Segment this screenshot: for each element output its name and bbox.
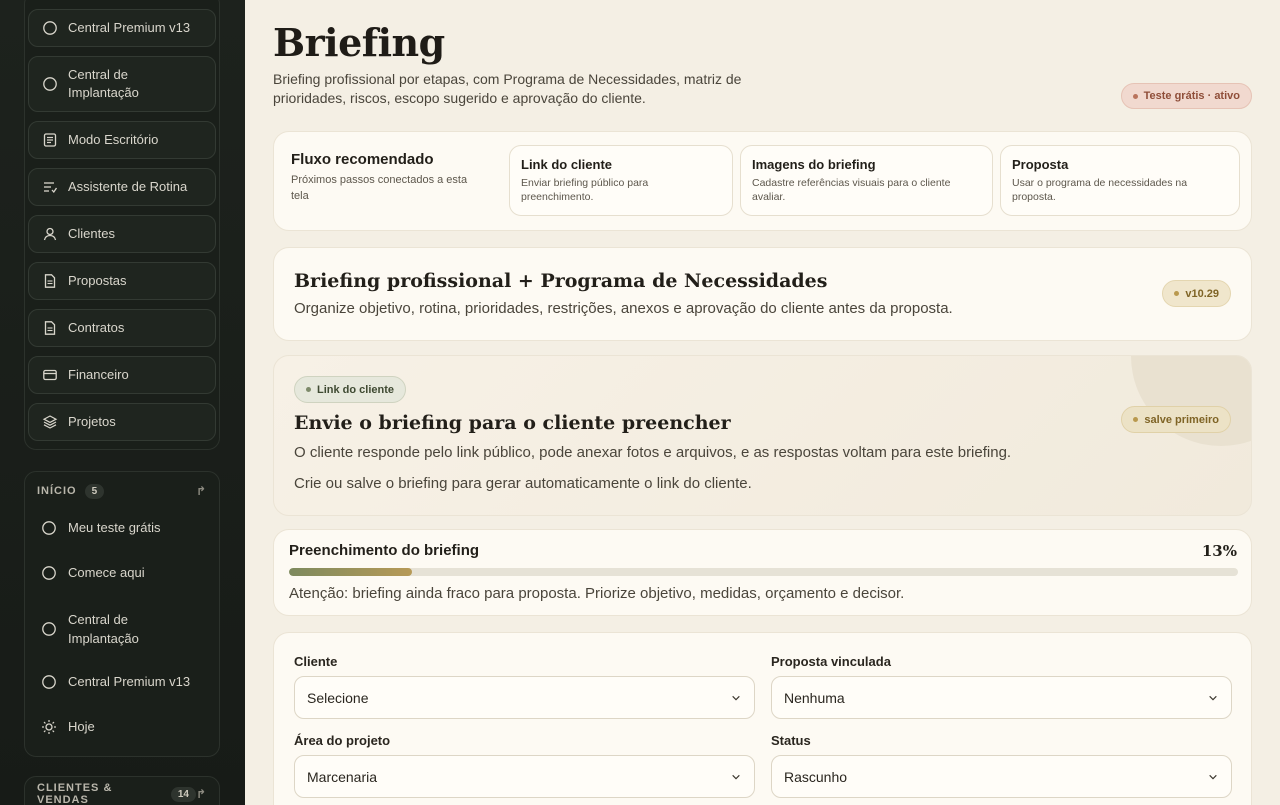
status-dot-icon [1133,94,1138,99]
layers-icon [42,414,58,430]
sidebar-item-meu-teste[interactable] [41,518,217,537]
circle-icon [42,20,58,36]
area-field-label: Área do projeto [294,733,391,748]
status-dot-icon [306,387,311,392]
progress-title: Preenchimento do briefing [289,542,480,559]
flow-step-title: Link do cliente [521,157,613,172]
sidebar-item-label: Central de Implantação [68,67,139,100]
section-header[interactable] [37,782,207,805]
flow-step-proposal[interactable] [1000,145,1240,216]
circle-icon [41,621,57,637]
status-field-label: Status [771,733,811,748]
status-dot-icon [1174,291,1179,296]
briefing-intro-card [273,247,1252,341]
sidebar-item-label: Hoje [68,719,95,734]
flow-step-desc: Usar o programa de necessidades na proposta. [1012,177,1188,203]
circle-icon [41,674,57,690]
trial-status-badge[interactable] [1121,83,1252,109]
chevron-down-icon [730,771,742,783]
sidebar-item-label: Central Premium v13 [68,20,191,35]
flow-step-title: Proposta [1012,157,1069,172]
intro-title: Briefing profissional + Programa de Necessidades [294,270,828,292]
sidebar-item-label: Financeiro [68,367,129,382]
sidebar-item-comece-aqui[interactable] [41,563,217,582]
section-title: INÍCIO [37,485,77,497]
chevron-down-icon [730,692,742,704]
client-link-tag-label: Link do cliente [317,383,395,396]
flow-step-desc: Cadastre referências visuais para o cliente avaliar. [752,177,951,203]
client-select[interactable] [294,676,755,719]
sidebar-item-modo-escritorio[interactable] [28,121,216,159]
circle-icon [41,565,57,581]
intro-text: Organize objetivo, rotina, prioridades, restrições, anexos e aprovação do cliente antes da proposta. [294,300,953,317]
file-text-icon [42,273,58,289]
circle-icon [42,76,58,92]
save-first-badge [1121,406,1231,433]
sidebar-item-label: Contratos [68,320,125,335]
recommended-flow-card [273,131,1252,231]
client-field-label: Cliente [294,654,338,669]
section-header[interactable] [37,482,207,500]
save-first-label: salve primeiro [1144,413,1219,426]
client-link-hint: Crie ou salve o briefing para gerar automaticamente o link do cliente. [294,475,752,492]
sidebar-item-label: Central de Implantação [68,612,139,646]
status-dot-icon [1133,417,1138,422]
trial-badge-label: Teste grátis · ativo [1143,90,1240,102]
version-label: v10.29 [1185,287,1219,300]
circle-icon [41,520,57,536]
sidebar-section-inicio [24,471,220,757]
sun-icon [41,719,57,735]
progress-bar [289,568,1238,576]
main-content [245,0,1280,805]
sidebar-item-central-implantacao[interactable] [28,56,216,112]
section-count-badge: 5 [85,484,105,499]
area-select[interactable] [294,755,755,798]
version-badge [1162,280,1231,307]
sidebar-section-clientes-vendas [24,776,220,805]
progress-bar-fill [289,568,412,576]
briefing-form-card [273,632,1252,805]
client-link-title: Envie o briefing para o cliente preencher [294,412,731,434]
sidebar-item-central-premium-2[interactable] [41,672,217,691]
page-title: Briefing [273,20,445,65]
section-count-badge: 14 [171,787,196,802]
status-select-value: Rascunho [784,768,848,785]
section-title: CLIENTES & VENDAS [37,782,113,805]
sidebar-item-label: Clientes [68,226,115,241]
sidebar-item-label: Meu teste grátis [68,520,161,535]
sidebar [0,0,245,805]
client-link-card [273,355,1252,516]
sidebar-item-label: Assistente de Rotina [68,179,188,194]
sidebar-item-central-premium[interactable] [28,9,216,47]
user-icon [42,226,58,242]
sidebar-item-projetos[interactable] [28,403,216,441]
progress-percent: 13% [1201,542,1237,560]
proposal-select-value: Nenhuma [784,689,845,706]
page-subtitle: Briefing profissional por etapas, com Programa de Necessidades, matriz de prioridades, riscos, escopo sugerido e aprovação do cliente. [273,71,742,106]
area-select-value: Marcenaria [307,768,378,785]
sidebar-item-assistente-rotina[interactable] [28,168,216,206]
sidebar-item-label: Propostas [68,273,127,288]
proposal-select[interactable] [771,676,1232,719]
collapse-icon[interactable]: ↱ [195,787,207,801]
sidebar-item-hoje[interactable] [41,717,217,736]
flow-subtitle: Próximos passos conectados a esta tela [291,174,468,202]
sidebar-item-clientes[interactable] [28,215,216,253]
file-text-icon [42,320,58,336]
sidebar-item-label: Central Premium v13 [68,674,191,689]
status-select[interactable] [771,755,1232,798]
client-link-text: O cliente responde pelo link público, pode anexar fotos e arquivos, e as respostas voltam para este briefing. [294,444,1012,461]
client-select-value: Selecione [307,689,369,706]
flow-step-desc: Enviar briefing público para preenchimento. [521,177,649,203]
sidebar-item-propostas[interactable] [28,262,216,300]
sidebar-item-financeiro[interactable] [28,356,216,394]
sidebar-item-label: Projetos [68,414,116,429]
briefing-progress-card [273,529,1252,616]
chevron-down-icon [1207,692,1219,704]
flow-step-briefing-images[interactable] [740,145,993,216]
flow-step-title: Imagens do briefing [752,157,876,172]
sidebar-item-label: Modo Escritório [68,132,159,147]
credit-card-icon [42,367,58,383]
document-icon [42,132,58,148]
sidebar-item-contratos[interactable] [28,309,216,347]
flow-title: Fluxo recomendado [291,151,434,168]
collapse-icon[interactable]: ↱ [195,484,207,498]
sidebar-item-label: Comece aqui [68,565,145,580]
progress-warning: Atenção: briefing ainda fraco para proposta. Priorize objetivo, medidas, orçamento e decisor. [289,585,905,602]
client-link-tag [294,376,406,403]
checklist-icon [42,179,58,195]
chevron-down-icon [1207,771,1219,783]
proposal-field-label: Proposta vinculada [771,654,891,669]
sidebar-item-central-implantacao-2[interactable] [41,610,217,648]
flow-step-client-link[interactable] [509,145,733,216]
